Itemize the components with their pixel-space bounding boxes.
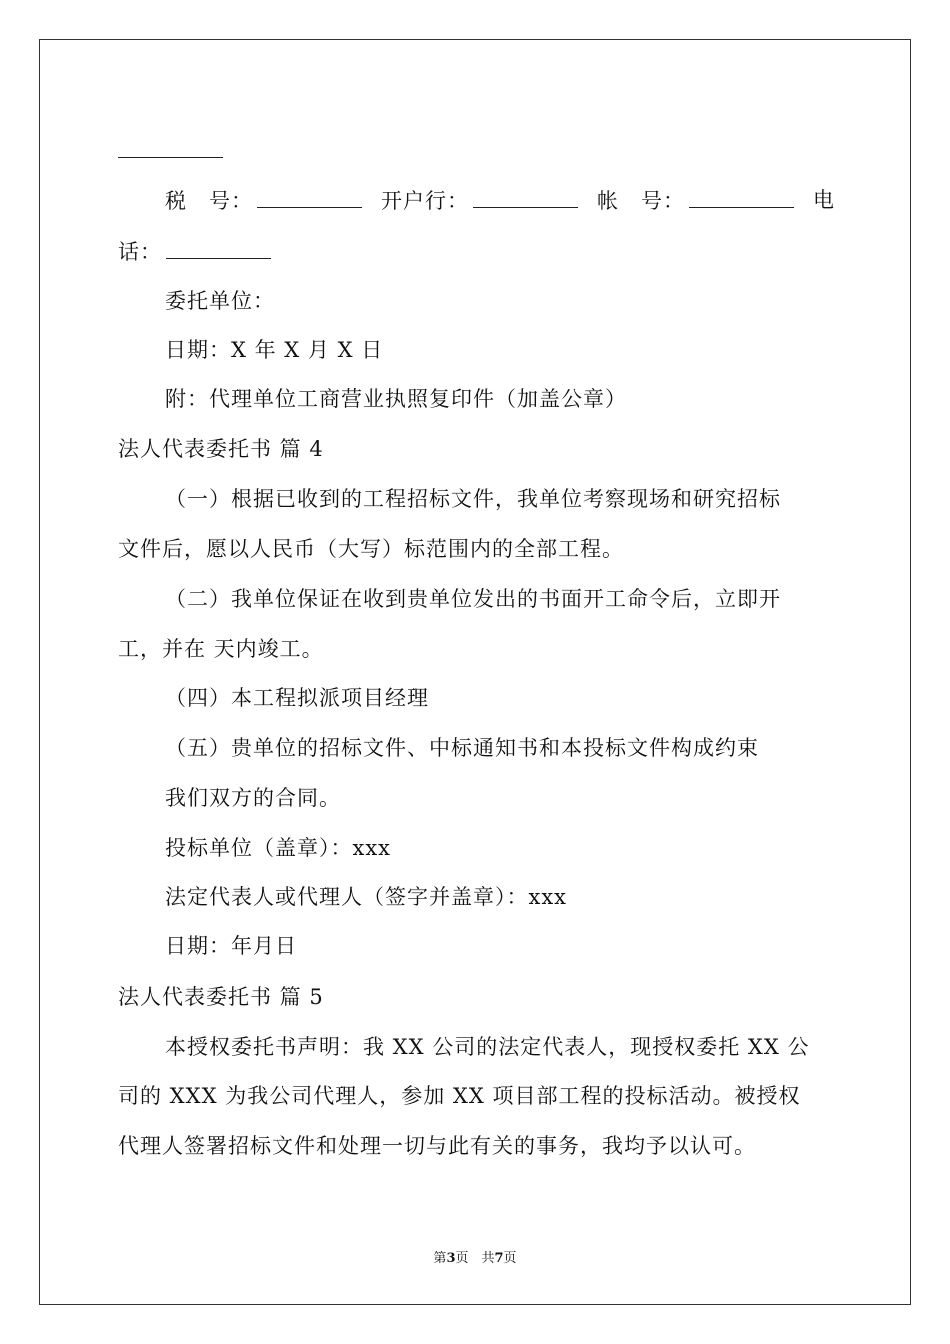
section-heading-5: 法人代表委托书 篇 5 bbox=[118, 985, 324, 1009]
bank-label: 开户行： bbox=[381, 189, 469, 213]
paragraph-2-line-2: 工，并在 天内竣工。 bbox=[118, 637, 324, 661]
bidder-line: 投标单位（盖章）：xxx bbox=[165, 836, 392, 860]
tax-blank bbox=[257, 185, 362, 208]
account-label: 帐 号： bbox=[597, 189, 685, 213]
section-heading-4: 法人代表委托书 篇 4 bbox=[118, 437, 324, 461]
footer-mid: 页 共 bbox=[455, 1251, 495, 1266]
statement-line-2: 司的 XXX 为我公司代理人，参加 XX 项目部工程的投标活动。被授权 bbox=[118, 1084, 801, 1108]
date-line-1: 日期：X 年 X 月 X 日 bbox=[165, 338, 384, 362]
footer-prefix: 第 bbox=[433, 1251, 447, 1266]
footer-suffix: 页 bbox=[503, 1251, 517, 1266]
bank-blank bbox=[473, 185, 578, 208]
account-blank bbox=[689, 185, 794, 208]
signature-line bbox=[118, 157, 223, 158]
statement-line-1: 本授权委托书声明：我 XX 公司的法定代表人，现授权委托 XX 公 bbox=[165, 1035, 810, 1059]
tax-label: 税 号： bbox=[165, 189, 253, 213]
paragraph-2-line-1: （二）我单位保证在收到贵单位发出的书面开工命令后，立即开 bbox=[165, 587, 781, 611]
paragraph-1-line-2: 文件后，愿以人民币（大写）标范围内的全部工程。 bbox=[118, 537, 624, 561]
footer-page-number: 3 bbox=[446, 1251, 456, 1266]
date-line-2: 日期：年月日 bbox=[165, 934, 297, 958]
phone-label-start: 电 bbox=[813, 188, 835, 212]
footer-total-pages: 7 bbox=[494, 1251, 504, 1266]
page-border bbox=[39, 39, 911, 1305]
phone-label-end: 话： bbox=[118, 240, 162, 264]
paragraph-5-line-2: 我们双方的合同。 bbox=[165, 786, 341, 810]
legal-rep-line: 法定代表人或代理人（签字并盖章）：xxx bbox=[165, 885, 568, 909]
paragraph-5-line-1: （五）贵单位的招标文件、中标通知书和本投标文件构成约束 bbox=[165, 736, 759, 760]
phone-row bbox=[118, 236, 275, 267]
attachment-line: 附：代理单位工商营业执照复印件（加盖公章） bbox=[165, 387, 627, 411]
page-footer bbox=[0, 1247, 950, 1266]
account-info-row bbox=[165, 185, 835, 216]
paragraph-4: （四）本工程拟派项目经理 bbox=[165, 686, 429, 710]
phone-blank bbox=[166, 236, 271, 259]
entrusting-unit: 委托单位： bbox=[165, 289, 275, 313]
paragraph-1-line-1: （一）根据已收到的工程招标文件，我单位考察现场和研究招标 bbox=[165, 487, 781, 511]
statement-line-3: 代理人签署招标文件和处理一切与此有关的事务，我均予以认可。 bbox=[118, 1134, 756, 1158]
